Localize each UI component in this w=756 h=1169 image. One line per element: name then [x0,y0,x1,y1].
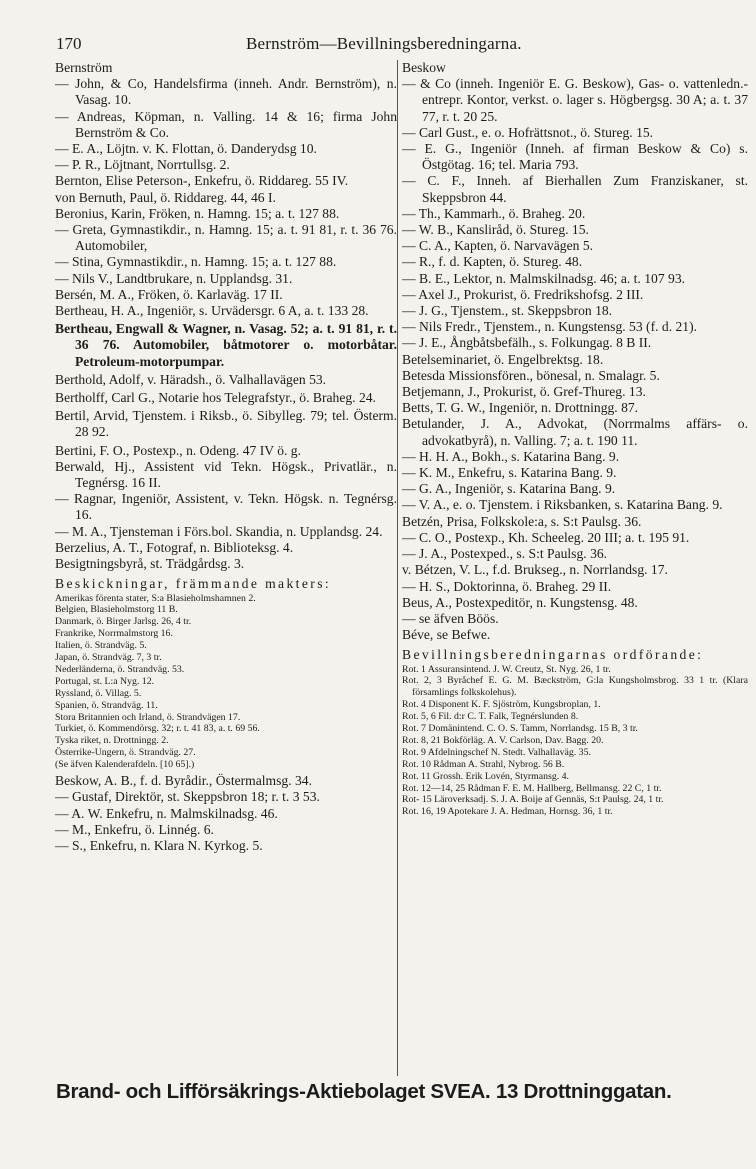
sub-entry: Danmark, ö. Birger Jarlsg. 26, 4 tr. [55,616,192,628]
directory-entry: Betesda Missionsfören., bönesal, n. Smalagr. 5. [402,367,660,383]
directory-entry: — M. A., Tjensteman i Förs.bol. Skandia, n. Upplandsg. 24. [55,523,383,539]
directory-entry: — R., f. d. Kapten, ö. Stureg. 48. [402,254,583,270]
directory-entry: — V. A., e. o. Tjenstem. i Riksbanken, s. Katarina Bang. 9. [402,497,723,513]
section-heading: Bevillningsberedningarnas ordförande: [402,647,704,663]
sub-entry: Portugal, st. L:a Nyg. 12. [55,675,155,687]
directory-entry: v. Bétzen, V. L., f.d. Brukseg., n. Norrlandsg. 17. [402,562,668,578]
directory-entry: Bertini, F. O., Postexp., n. Odeng. 47 IV ö. g. [55,442,301,458]
sub-entry: Österrike-Ungern, ö. Strandväg. 27. [55,747,196,759]
directory-entry: — E. A., Löjtn. v. K. Flottan, ö. Danderydsg 10. [55,141,317,157]
directory-entry: — E. G., Ingeniör (Inneh. af firman Beskow & Co) s. Östgötag. 16; tel. Maria 793. [402,141,748,173]
directory-entry: — C. F., Inneh. af Bierhallen Zum Franziskaner, st. Skeppsbron 44. [402,173,748,205]
directory-entry: — Carl Gust., e. o. Hofrättsnot., ö. Stureg. 15. [402,124,654,140]
directory-entry: — C. A., Kapten, ö. Narvavägen 5. [402,238,594,254]
directory-entry: — Ragnar, Ingeniör, Assistent, v. Tekn. Högsk. n. Tegnérsg. 16. [55,491,397,523]
sub-entry: Rot. 16, 19 Apotekare J. A. Hedman, Hornsg. 36, 1 tr. [402,806,613,818]
directory-entry: — P. R., Löjtnant, Norrtullsg. 2. [55,157,230,173]
sub-entry: Ryssland, ö. Villag. 5. [55,687,142,699]
directory-entry: Berzelius, A. T., Fotograf, n. Biblioteksg. 4. [55,539,294,555]
sub-entry: Nederländerna, ö. Strandväg. 53. [55,663,185,675]
directory-entry: Béve, se Befwe. [402,627,491,643]
directory-entry: — K. M., Enkefru, s. Katarina Bang. 9. [402,465,617,481]
directory-entry: Bernton, Elise Peterson-, Enkefru, ö. Riddareg. 55 IV. [55,173,349,189]
directory-entry: — A. W. Enkefru, n. Malmskilnadsg. 46. [55,805,278,821]
directory-entry: von Bernuth, Paul, ö. Riddareg. 44, 46 I. [55,189,276,205]
directory-entry: Beus, A., Postexpeditör, n. Kungstensg. 48. [402,594,638,610]
directory-entry: — Axel J., Prokurist, ö. Fredrikshofsg. 2 III. [402,286,644,302]
sub-entry: Japan, ö. Strandväg. 7, 3 tr. [55,652,162,664]
directory-entry: Betzén, Prisa, Folkskole:a, s. S:t Paulsg. 36. [402,513,642,529]
directory-entry: — Nils V., Landtbrukare, n. Upplandsg. 31. [55,270,293,286]
directory-entry: — H. H. A., Bokh., s. Katarina Bang. 9. [402,448,620,464]
sub-entry: Stora Britannien och Irland, ö. Strandvägen 17. [55,711,241,723]
directory-entry: — H. S., Doktorinna, ö. Braheg. 29 II. [402,578,612,594]
page-number: 170 [56,34,82,53]
sub-entry: Rot. 11 Grossh. Erik Lovén, Styrmansg. 4. [402,770,569,782]
sub-entry: Rot. 4 Disponent K. F. Sjöström, Kungsbroplan, 1. [402,699,601,711]
directory-entry: — J. A., Postexped., s. S:t Paulsg. 36. [402,546,608,562]
directory-entry: Bersén, M. A., Fröken, ö. Karlaväg. 17 II. [55,286,283,302]
directory-entry: Bertholff, Carl G., Notarie hos Telegrafstyr., ö. Braheg. 24. [55,390,376,406]
sub-entry: Rot. 5, 6 Fil. d:r C. T. Falk, Tegnérslunden 8. [402,711,579,723]
directory-entry: Betulander, J. A., Advokat, (Norrmalms affärs- o. advokatbyrå), n. Valling. 7; a. t. 190 11. [402,416,748,448]
directory-entry: — Nils Fredr., Tjenstem., n. Kungstensg. 53 (f. d. 21). [402,319,698,335]
sub-entry: Spanien, ö. Strandväg. 11. [55,699,158,711]
sub-entry: Rot- 15 Läroverksadj. S. J. A. Boije af Gennäs, S:t Paulsg. 24, 1 tr. [402,794,664,806]
directory-entry: — Stina, Gymnastikdir., n. Hamng. 15; a. t. 127 88. [55,254,337,270]
sub-entry: Rot. 9 Afdelningschef N. Stedt. Valhallaväg. 35. [402,746,591,758]
directory-entry: — Greta, Gymnastikdir., n. Hamng. 15; a. t. 91 81, r. t. 36 76. Automobiler, [55,222,397,254]
directory-entry: — John, & Co, Handelsfirma (inneh. Andr. Bernström), n. Vasag. 10. [55,76,397,108]
directory-entry: Bertil, Arvid, Tjenstem. i Riksb., ö. Sibylleg. 79; tel. Österm. 28 92. [55,408,397,440]
directory-entry: — Andreas, Köpman, n. Valling. 14 & 16; firma John Bernström & Co. [55,108,397,140]
directory-entry: Beskow [402,60,446,75]
directory-entry: Betelseminariet, ö. Engelbrektsg. 18. [402,351,604,367]
sub-entry: Rot. 10 Rådman A. Strahl, Nybrog. 56 B. [402,758,565,770]
page-header [56,34,696,56]
left-column [55,60,397,854]
directory-entry: — J. G., Tjenstem., st. Skeppsbron 18. [402,303,613,319]
sub-entry: Rot. 8, 21 Bokförläg. A. V. Carlson, Dav. Bagg. 20. [402,734,604,746]
directory-entry: — M., Enkefru, ö. Linnég. 6. [55,821,214,837]
directory-entry: Betjemann, J., Prokurist, ö. Gref-Thureg. 13. [402,384,646,400]
directory-entry: Beronius, Karin, Fröken, n. Hamng. 15; a. t. 127 88. [55,205,340,221]
directory-entry: — B. E., Lektor, n. Malmskilnadsg. 46; a. t. 107 93. [402,270,686,286]
sub-entry: Belgien, Blasieholmstorg 11 B. [55,604,178,616]
running-title: Bernström—Bevillningsberedningarna. [246,34,522,53]
directory-entry: — se äfven Böös. [402,610,499,626]
footer-advertisement: Brand- och Lifförsäkrings-Aktiebolaget SVEA. 13 Drottninggatan. [56,1080,672,1103]
sub-entry: Turkiet, ö. Kommendörsg. 32; r. t. 41 83, a. t. 69 56. [55,723,260,735]
directory-entry: — Th., Kammarh., ö. Braheg. 20. [402,205,586,221]
directory-entry: — C. O., Postexp., Kh. Scheeleg. 20 III; a. t. 195 91. [402,529,690,545]
directory-entry: Bernström [55,60,113,75]
sub-entry: Tyska riket, n. Drottningg. 2. [55,735,169,747]
directory-entry: — J. E., Ångbåtsbefälh., s. Folkungag. 8 B II. [402,335,652,351]
sub-entry: Rot. 7 Domänintend. C. O. S. Tamm, Norrlandsg. 15 B, 3 tr. [402,723,638,735]
sub-entry: Rot. 1 Assuransintend. J. W. Creutz, St. Nyg. 26, 1 tr. [402,663,611,675]
directory-entry: — & Co (inneh. Ingeniör E. G. Beskow), Gas- o. vattenledn.-entrepr. Kontor, verkst. o. lager s. Högbergsg. 30 A; a. t. 37 77, r. t. 20 25. [402,76,748,124]
sub-entry: Frankrike, Norrmalmstorg 16. [55,628,173,640]
sub-entry: Rot. 12—14, 25 Rådman F. E. M. Hallberg, Bellmansg. 22 C, 1 tr. [402,782,662,794]
directory-entry: Beskow, A. B., f. d. Byrådir., Östermalmsg. 34. [55,773,313,789]
sub-entry: Amerikas förenta stater, S:a Blasieholmshamnen 2. [55,592,256,604]
directory-entry: — Gustaf, Direktör, st. Skeppsbron 18; r. t. 3 53. [55,789,320,805]
column-divider [397,60,398,1076]
sub-entry: Rot. 2, 3 Byråchef E. G. M. Bæckström, G:la Kungsholmsbrog. 33 1 tr. (Klara församlings folkskolehus). [402,675,748,699]
directory-entry: Bertheau, Engwall & Wagner, n. Vasag. 52; a. t. 91 81, r. t. 36 76. Automobiler, båtmotorer o. motorbåtar. Petroleum-motorpumpar. [55,321,397,369]
directory-entry: — W. B., Kansliråd, ö. Stureg. 15. [402,222,589,238]
directory-entry: Besigtningsbyrå, st. Trädgårdsg. 3. [55,556,245,572]
directory-entry: Betts, T. G. W., Ingeniör, n. Drottningg. 87. [402,400,639,416]
directory-entry: Berwald, Hj., Assistent vid Tekn. Högsk., Privatlär., n. Tegnérsg. 16 II. [55,458,397,491]
directory-entry: — G. A., Ingeniör, s. Katarina Bang. 9. [402,481,616,497]
directory-entry: — S., Enkefru, n. Klara N. Kyrkog. 5. [55,837,263,853]
directory-entry: Bertheau, H. A., Ingeniör, s. Urvädersgr. 6 A, a. t. 133 28. [55,303,369,319]
right-column [402,60,748,818]
sub-entry: (Se äfven Kalenderafdeln. [10 65].) [55,759,195,771]
directory-entry: Berthold, Adolf, v. Häradsh., ö. Valhallavägen 53. [55,371,327,387]
section-heading: Beskickningar, främmande makters: [55,576,332,592]
sub-entry: Italien, ö. Strandväg. 5. [55,640,147,652]
